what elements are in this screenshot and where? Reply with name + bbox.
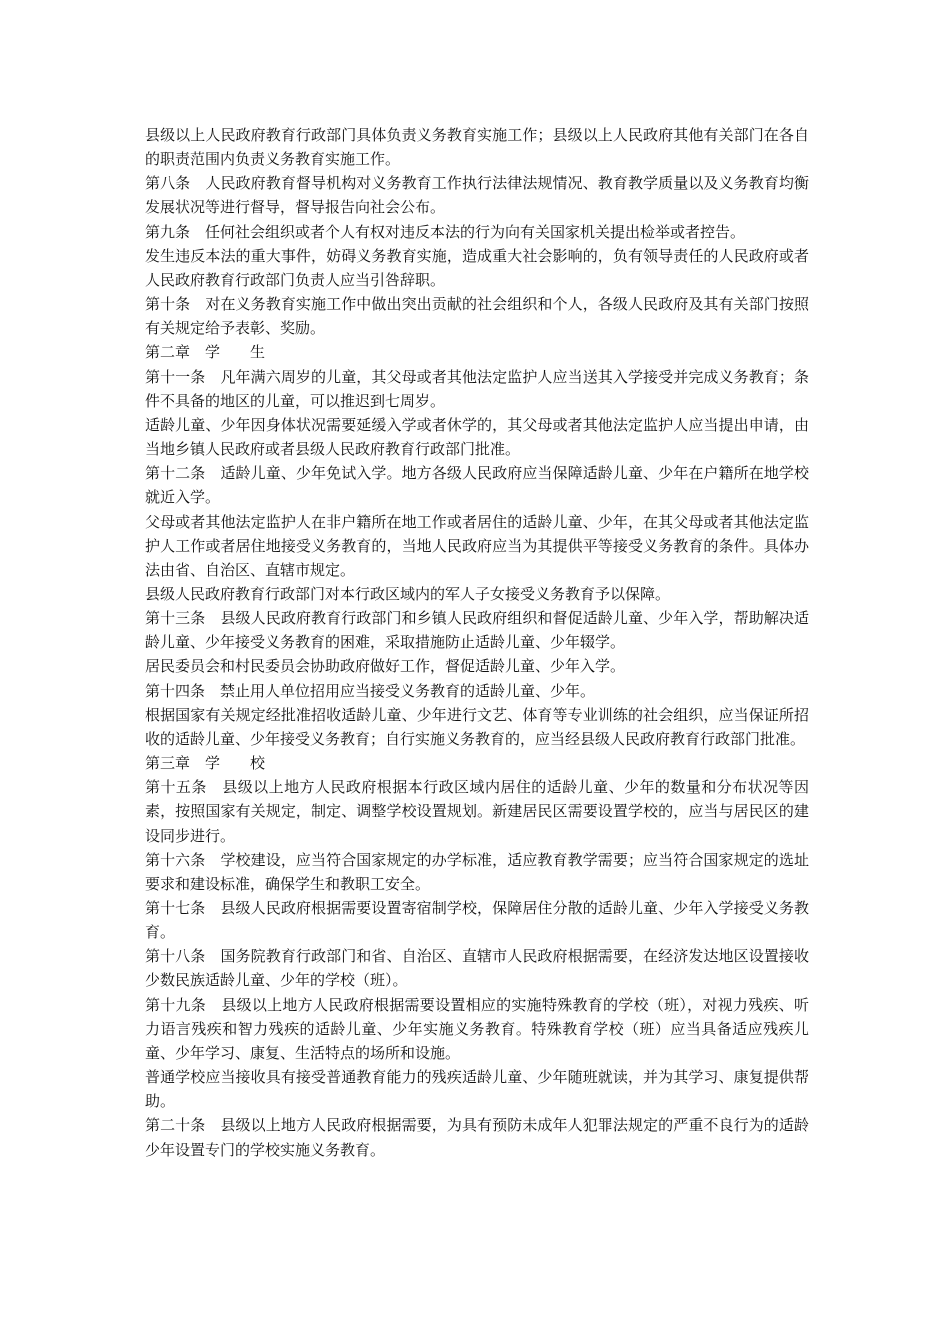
article-17: 第十七条 县级人民政府根据需要设置寄宿制学校，保障居住分散的适龄儿童、少年入学接受义务教育。 xyxy=(145,899,809,942)
paragraph: 县级人民政府教育行政部门对本行政区域内的军人子女接受义务教育予以保障。 xyxy=(145,584,671,603)
chapter-heading: 第三章 学 校 xyxy=(145,754,266,773)
article-10: 第十条 对在义务教育实施工作中做出突出贡献的社会组织和个人，各级人民政府及其有关部门按照有关规定给予表彰、奖励。 xyxy=(145,295,809,338)
article-19: 第十九条 县级以上地方人民政府根据需要设置相应的实施特殊教育的学校（班），对视力残疾、听力语言残疾和智力残疾的适龄儿童、少年实施义务教育。特殊教育学校（班）应当具备适应残疾儿童、少年学习、康复、生活特点的场所和设施。 xyxy=(145,995,809,1062)
chapter-heading: 第二章 学 生 xyxy=(145,343,266,362)
paragraph: 县级以上人民政府教育行政部门具体负责义务教育实施工作；县级以上人民政府其他有关部门在各自的职责范围内负责义务教育实施工作。 xyxy=(145,126,809,169)
article-9: 第九条 任何社会组织或者个人有权对违反本法的行为向有关国家机关提出检举或者控告。 xyxy=(145,222,746,241)
article-15: 第十五条 县级以上地方人民政府根据本行政区域内居住的适龄儿童、少年的数量和分布状况等因素，按照国家有关规定，制定、调整学校设置规划。新建居民区需要设置学校的，应当与居民区的建设同步进行。 xyxy=(145,778,809,845)
document-body xyxy=(145,123,809,1162)
article-8: 第八条 人民政府教育督导机构对义务教育工作执行法律法规情况、教育教学质量以及义务教育均衡发展状况等进行督导，督导报告向社会公布。 xyxy=(145,174,809,217)
paragraph: 根据国家有关规定经批准招收适龄儿童、少年进行文艺、体育等专业训练的社会组织，应当保证所招收的适龄儿童、少年接受义务教育；自行实施义务教育的，应当经县级人民政府教育行政部门批准。 xyxy=(145,705,809,748)
paragraph: 普通学校应当接收具有接受普通教育能力的残疾适龄儿童、少年随班就读，并为其学习、康复提供帮助。 xyxy=(145,1068,809,1111)
paragraph: 发生违反本法的重大事件，妨碍义务教育实施，造成重大社会影响的，负有领导责任的人民政府或者人民政府教育行政部门负责人应当引咎辞职。 xyxy=(145,246,809,289)
paragraph: 父母或者其他法定监护人在非户籍所在地工作或者居住的适龄儿童、少年，在其父母或者其他法定监护人工作或者居住地接受义务教育的，当地人民政府应当为其提供平等接受义务教育的条件。具体办法由省、自治区、直辖市规定。 xyxy=(145,512,809,579)
article-16: 第十六条 学校建设，应当符合国家规定的办学标准，适应教育教学需要；应当符合国家规定的选址要求和建设标准，确保学生和教职工安全。 xyxy=(145,850,809,893)
article-11: 第十一条 凡年满六周岁的儿童，其父母或者其他法定监护人应当送其入学接受并完成义务教育；条件不具备的地区的儿童，可以推迟到七周岁。 xyxy=(145,367,809,410)
article-14: 第十四条 禁止用人单位招用应当接受义务教育的适龄儿童、少年。 xyxy=(145,681,596,700)
article-12: 第十二条 适龄儿童、少年免试入学。地方各级人民政府应当保障适龄儿童、少年在户籍所在地学校就近入学。 xyxy=(145,464,809,507)
article-18: 第十八条 国务院教育行政部门和省、自治区、直辖市人民政府根据需要，在经济发达地区设置接收少数民族适龄儿童、少年的学校（班）。 xyxy=(145,947,809,990)
article-20: 第二十条 县级以上地方人民政府根据需要，为具有预防未成年人犯罪法规定的严重不良行为的适龄少年设置专门的学校实施义务教育。 xyxy=(145,1116,809,1159)
paragraph: 适龄儿童、少年因身体状况需要延缓入学或者休学的，其父母或者其他法定监护人应当提出申请，由当地乡镇人民政府或者县级人民政府教育行政部门批准。 xyxy=(145,415,809,459)
paragraph: 居民委员会和村民委员会协助政府做好工作，督促适龄儿童、少年入学。 xyxy=(145,657,626,676)
article-13: 第十三条 县级人民政府教育行政部门和乡镇人民政府组织和督促适龄儿童、少年入学，帮助解决适龄儿童、少年接受义务教育的困难，采取措施防止适龄儿童、少年辍学。 xyxy=(145,609,809,652)
